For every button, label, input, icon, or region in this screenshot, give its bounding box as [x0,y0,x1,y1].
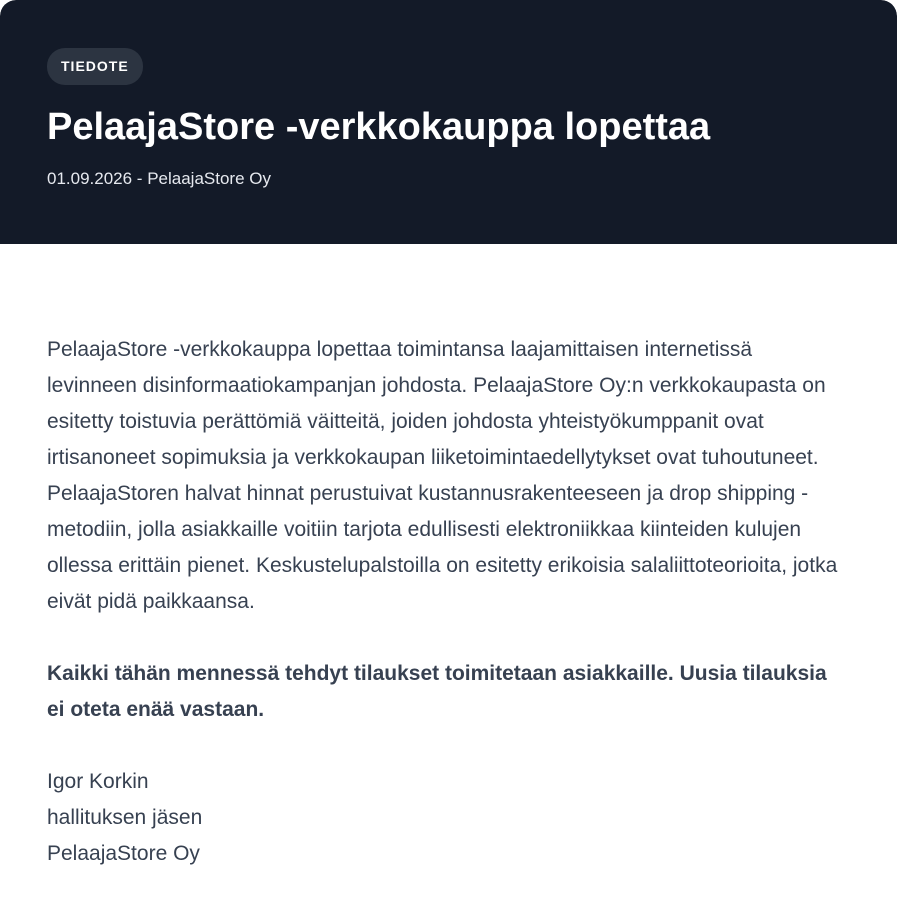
signature-role: hallituksen jäsen [47,806,203,829]
signature-block [47,764,850,872]
page-title: PelaajaStore -verkkokauppa lopettaa [47,106,711,148]
date-and-publisher: 01.09.2026 - PelaajaStore Oy [47,169,271,188]
order-notice: Kaikki tähän mennessä tehdyt tilaukset toimitetaan asiakkaille. Uusia tilauksia ei oteta enää vastaan. [47,662,827,721]
body-paragraph: PelaajaStore -verkkokauppa lopettaa toimintansa laajamittaisen internetissä levinneen disinformaatiokampanjan johdosta. PelaajaStore Oy:n verkkokaupasta on esitetty toistuvia perättömiä väitteitä, joiden johdosta yhteistyökumppanit ovat irtisanoneet sopimuksia ja verkkokaupan liiketoimintaedellytykset ovat tuhoutuneet. PelaajaStoren halvat hinnat perustuivat kustannusrakenteeseen ja drop shipping -metodiin, jolla asiakkaille voitiin tarjota edullisesti elektroniikkaa kiinteiden kulujen ollessa erittäin pienet. Keskustelupalstoilla on esitetty erikoisia salaliittoteorioita, jotka eivät pidä paikkaansa. [47,338,838,613]
press-release-header [0,0,897,244]
press-release-badge: TIEDOTE [47,48,143,85]
signature-company: PelaajaStore Oy [47,842,200,865]
signature-name: Igor Korkin [47,770,149,793]
press-release-body [0,244,897,872]
